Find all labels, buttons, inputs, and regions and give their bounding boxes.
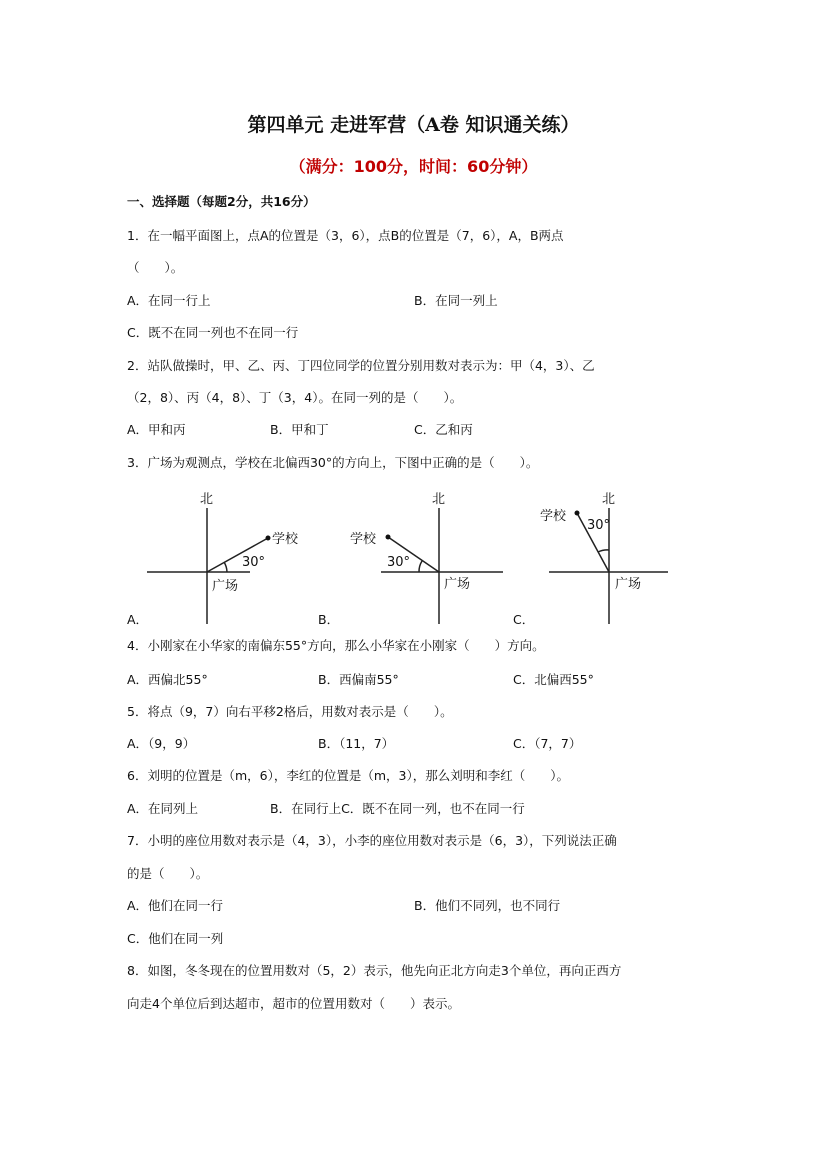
school-point (575, 511, 580, 516)
question-3-option-b: B． (318, 612, 340, 627)
question-7-line-1: 7．小明的座位用数对表示是（4，3），小李的座位用数对表示是（6，3），下列说法正确 (127, 833, 617, 848)
question-2-option-a: A．甲和丙 (127, 422, 186, 437)
question-6-line-1: 6．刘明的位置是（m，6），李红的位置是（m，3），那么刘明和李红（ ）。 (127, 768, 569, 783)
angle-label: 30° (242, 555, 266, 570)
angle-label: 30° (587, 518, 611, 533)
question-7-option-c: C．他们在同一列 (127, 931, 224, 946)
question-2-option-b: B．甲和丁 (270, 422, 329, 437)
question-2-option-c: C．乙和丙 (414, 422, 473, 437)
square-label: 广场 (212, 579, 239, 594)
question-2-line-2: （2，8）、丙（4，8）、丁（3，4）。在同一列的是（ ）。 (127, 390, 463, 405)
question-7-line-2: 的是（ ）。 (127, 866, 209, 881)
school-point (266, 536, 271, 541)
question-1-line-2: （ ）。 (127, 260, 184, 275)
question-1-line-1: 1．在一幅平面图上，点A的位置是（3，6），点B的位置是（7，6），A，B两点 (127, 228, 564, 243)
school-label: 学校 (272, 532, 299, 547)
school-label: 学校 (350, 532, 377, 547)
north-label: 北 (200, 492, 214, 507)
north-label: 北 (432, 492, 446, 507)
school-label: 学校 (540, 509, 567, 524)
question-3-option-c: C． (513, 612, 535, 627)
question-4-option-b: B．西偏南55° (318, 672, 399, 687)
question-6-option-a: A．在同列上 (127, 801, 199, 816)
angle-label: 30° (387, 555, 411, 570)
question-4-option-c: C．北偏西55° (513, 672, 594, 687)
question-4-line-1: 4．小刚家在小华家的南偏东55°方向，那么小华家在小刚家（ ）方向。 (127, 638, 545, 653)
page-title: 第四单元 走进军营（A卷 知识通关练） (247, 114, 580, 136)
page-subtitle: （满分：100分，时间：60分钟） (289, 157, 538, 176)
section-heading: 一、选择题（每题2分，共16分） (127, 194, 316, 209)
question-1-option-b: B．在同一列上 (414, 293, 498, 308)
question-7-option-b: B．他们不同列，也不同行 (414, 898, 561, 913)
question-1-option-c: C．既不在同一列也不在同一行 (127, 325, 299, 340)
square-label: 广场 (615, 577, 642, 592)
school-point (386, 535, 391, 540)
question-8-line-1: 8．如图，冬冬现在的位置用数对（5，2）表示，他先向正北方向走3个单位，再向正西方 (127, 963, 622, 978)
question-5-option-a: A．（9，9） (127, 736, 196, 751)
question-7-option-a: A．他们在同一行 (127, 898, 224, 913)
question-8-line-2: 向走4个单位后到达超市，超市的位置用数对（ ）表示。 (127, 996, 460, 1011)
question-4-option-a: A．西偏北55° (127, 672, 208, 687)
question-5-line-1: 5．将点（9，7）向右平移2格后，用数对表示是（ ）。 (127, 704, 453, 719)
question-5-option-b: B．（11，7） (318, 736, 395, 751)
question-5-option-c: C．（7，7） (513, 736, 582, 751)
question-3-option-a: A． (127, 612, 149, 627)
square-label: 广场 (444, 577, 471, 592)
north-label: 北 (602, 492, 616, 507)
question-2-line-1: 2．站队做操时，甲、乙、丙、丁四位同学的位置分别用数对表示为：甲（4，3）、乙 (127, 358, 595, 373)
question-3-line-1: 3．广场为观测点，学校在北偏西30°的方向上，下图中正确的是（ ）。 (127, 455, 539, 470)
question-1-option-a: A．在同一行上 (127, 293, 211, 308)
question-6-option-bc: B．在同行上C．既不在同一列，也不在同一行 (270, 801, 525, 816)
